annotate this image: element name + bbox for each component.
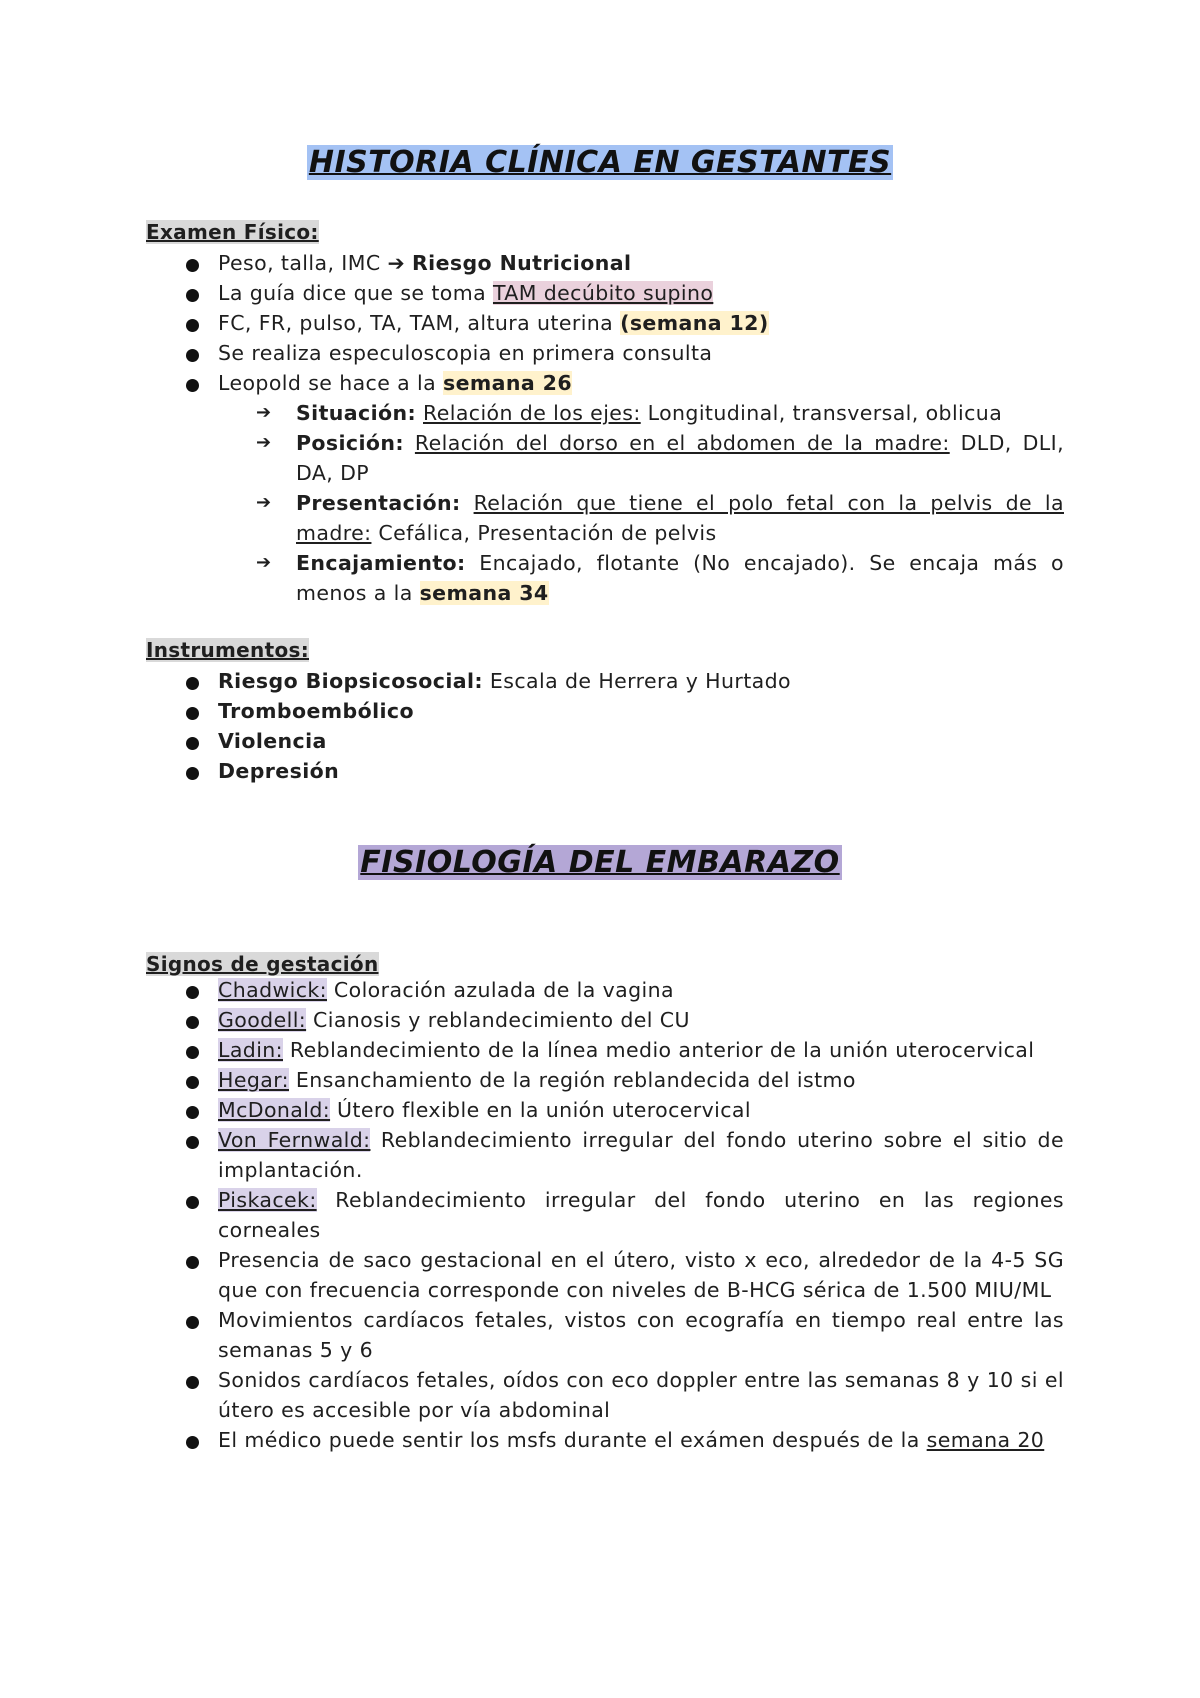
arrow-icon: ➔ <box>256 552 272 573</box>
highlight-semana-12: (semana 12) <box>620 311 769 335</box>
section-heading-signos: Signos de gestación <box>146 952 379 976</box>
list-item: FC, FR, pulso, TA, TAM, altura uterina (semana 12) <box>186 308 1064 338</box>
list-item: Riesgo Biopsicosocial: Escala de Herrera y Hurtado <box>186 666 1064 696</box>
highlight-semana-34: semana 34 <box>419 581 549 605</box>
list-item: Von Fernwald: Reblandecimiento irregular del fondo uterino sobre el sitio de implantación. <box>186 1125 1064 1185</box>
title-fisiologia-embarazo: FISIOLOGÍA DEL EMBARAZO <box>360 845 840 880</box>
signos-list <box>186 975 1064 1455</box>
section-heading-instrumentos: Instrumentos: <box>146 638 309 662</box>
bullet-icon <box>186 986 199 999</box>
bullet-icon <box>186 1256 199 1269</box>
highlight-semana-26: semana 26 <box>443 371 573 395</box>
list-item: Peso, talla, IMC ➔ Riesgo Nutricional <box>186 248 1064 278</box>
bullet-icon <box>186 1196 199 1209</box>
sublist-item: ➔ Encajamiento: Encajado, flotante (No encajado). Se encaja más o menos a la semana 34 <box>256 548 1064 608</box>
underline-semana-20: semana 20 <box>926 1428 1045 1452</box>
bullet-icon <box>186 707 199 720</box>
bullet-icon <box>186 1376 199 1389</box>
instrumentos-list <box>186 666 1064 786</box>
bullet-icon <box>186 767 199 780</box>
section-heading-examen-fisico: Examen Físico: <box>146 220 319 244</box>
highlight-tam: TAM decúbito supino <box>492 281 714 305</box>
list-item: Hegar: Ensanchamiento de la región reblandecida del istmo <box>186 1065 1064 1095</box>
list-item: Presencia de saco gestacional en el útero, visto x eco, alrededor de la 4-5 SG que con frecuencia corresponde con niveles de B-HCG sérica de 1.500 MIU/ML <box>186 1245 1064 1305</box>
bullet-icon <box>186 1046 199 1059</box>
bullet-icon <box>186 1076 199 1089</box>
list-item: El médico puede sentir los msfs durante el exámen después de la semana 20 <box>186 1425 1064 1455</box>
bullet-icon <box>186 1436 199 1449</box>
arrow-icon: ➔ <box>256 402 272 423</box>
list-item: Depresión <box>186 756 1064 786</box>
bullet-icon <box>186 737 199 750</box>
bullet-icon <box>186 379 199 392</box>
sublist-item: ➔ Situación: Relación de los ejes: Longitudinal, transversal, oblicua <box>256 398 1064 428</box>
sublist-item: ➔ Presentación: Relación que tiene el polo fetal con la pelvis de la madre: Cefálica, Presentación de pelvis <box>256 488 1064 548</box>
list-item: Se realiza especuloscopia en primera consulta <box>186 338 1064 368</box>
list-item: Piskacek: Reblandecimiento irregular del fondo uterino en las regiones corneales <box>186 1185 1064 1245</box>
bullet-icon <box>186 677 199 690</box>
list-item: Sonidos cardíacos fetales, oídos con eco doppler entre las semanas 8 y 10 si el útero es accesible por vía abdominal <box>186 1365 1064 1425</box>
list-item: Tromboembólico <box>186 696 1064 726</box>
list-item: Goodell: Cianosis y reblandecimiento del CU <box>186 1005 1064 1035</box>
bullet-icon <box>186 319 199 332</box>
bullet-icon <box>186 1136 199 1149</box>
arrow-icon: ➔ <box>256 492 272 513</box>
bullet-icon <box>186 259 199 272</box>
leopold-sublist <box>218 398 1064 608</box>
list-item: Violencia <box>186 726 1064 756</box>
arrow-icon: ➔ <box>256 432 272 453</box>
list-item: Chadwick: Coloración azulada de la vagina <box>186 975 1064 1005</box>
list-item: Ladin: Reblandecimiento de la línea medio anterior de la unión uterocervical <box>186 1035 1064 1065</box>
list-item: McDonald: Útero flexible en la unión uterocervical <box>186 1095 1064 1125</box>
list-item: Movimientos cardíacos fetales, vistos con ecografía en tiempo real entre las semanas 5 y 6 <box>186 1305 1064 1365</box>
sublist-item: ➔ Posición: Relación del dorso en el abdomen de la madre: DLD, DLI, DA, DP <box>256 428 1064 488</box>
bullet-icon <box>186 1316 199 1329</box>
examen-fisico-list <box>186 248 1064 608</box>
list-item: Leopold se hace a la semana 26 ➔ Situación: Relación de los ejes: Longitudinal, transversal, oblicua ➔ Posición: Relación del dorso en el abdomen de la madre: DLD, DLI, DA, DP ➔ Presentación: Relación que tiene el polo fetal con la pelvis de la madre: Cefálica, Presentación de pelvis ➔ Encajamiento: Encajado, flotante (No encajado). Se encaja más o menos a la semana 34 <box>186 368 1064 608</box>
bullet-icon <box>186 349 199 362</box>
title-historia-clinica: HISTORIA CLÍNICA EN GESTANTES <box>308 145 892 180</box>
bullet-icon <box>186 1016 199 1029</box>
bullet-icon <box>186 289 199 302</box>
list-item: La guía dice que se toma TAM decúbito supino <box>186 278 1064 308</box>
bullet-icon <box>186 1106 199 1119</box>
